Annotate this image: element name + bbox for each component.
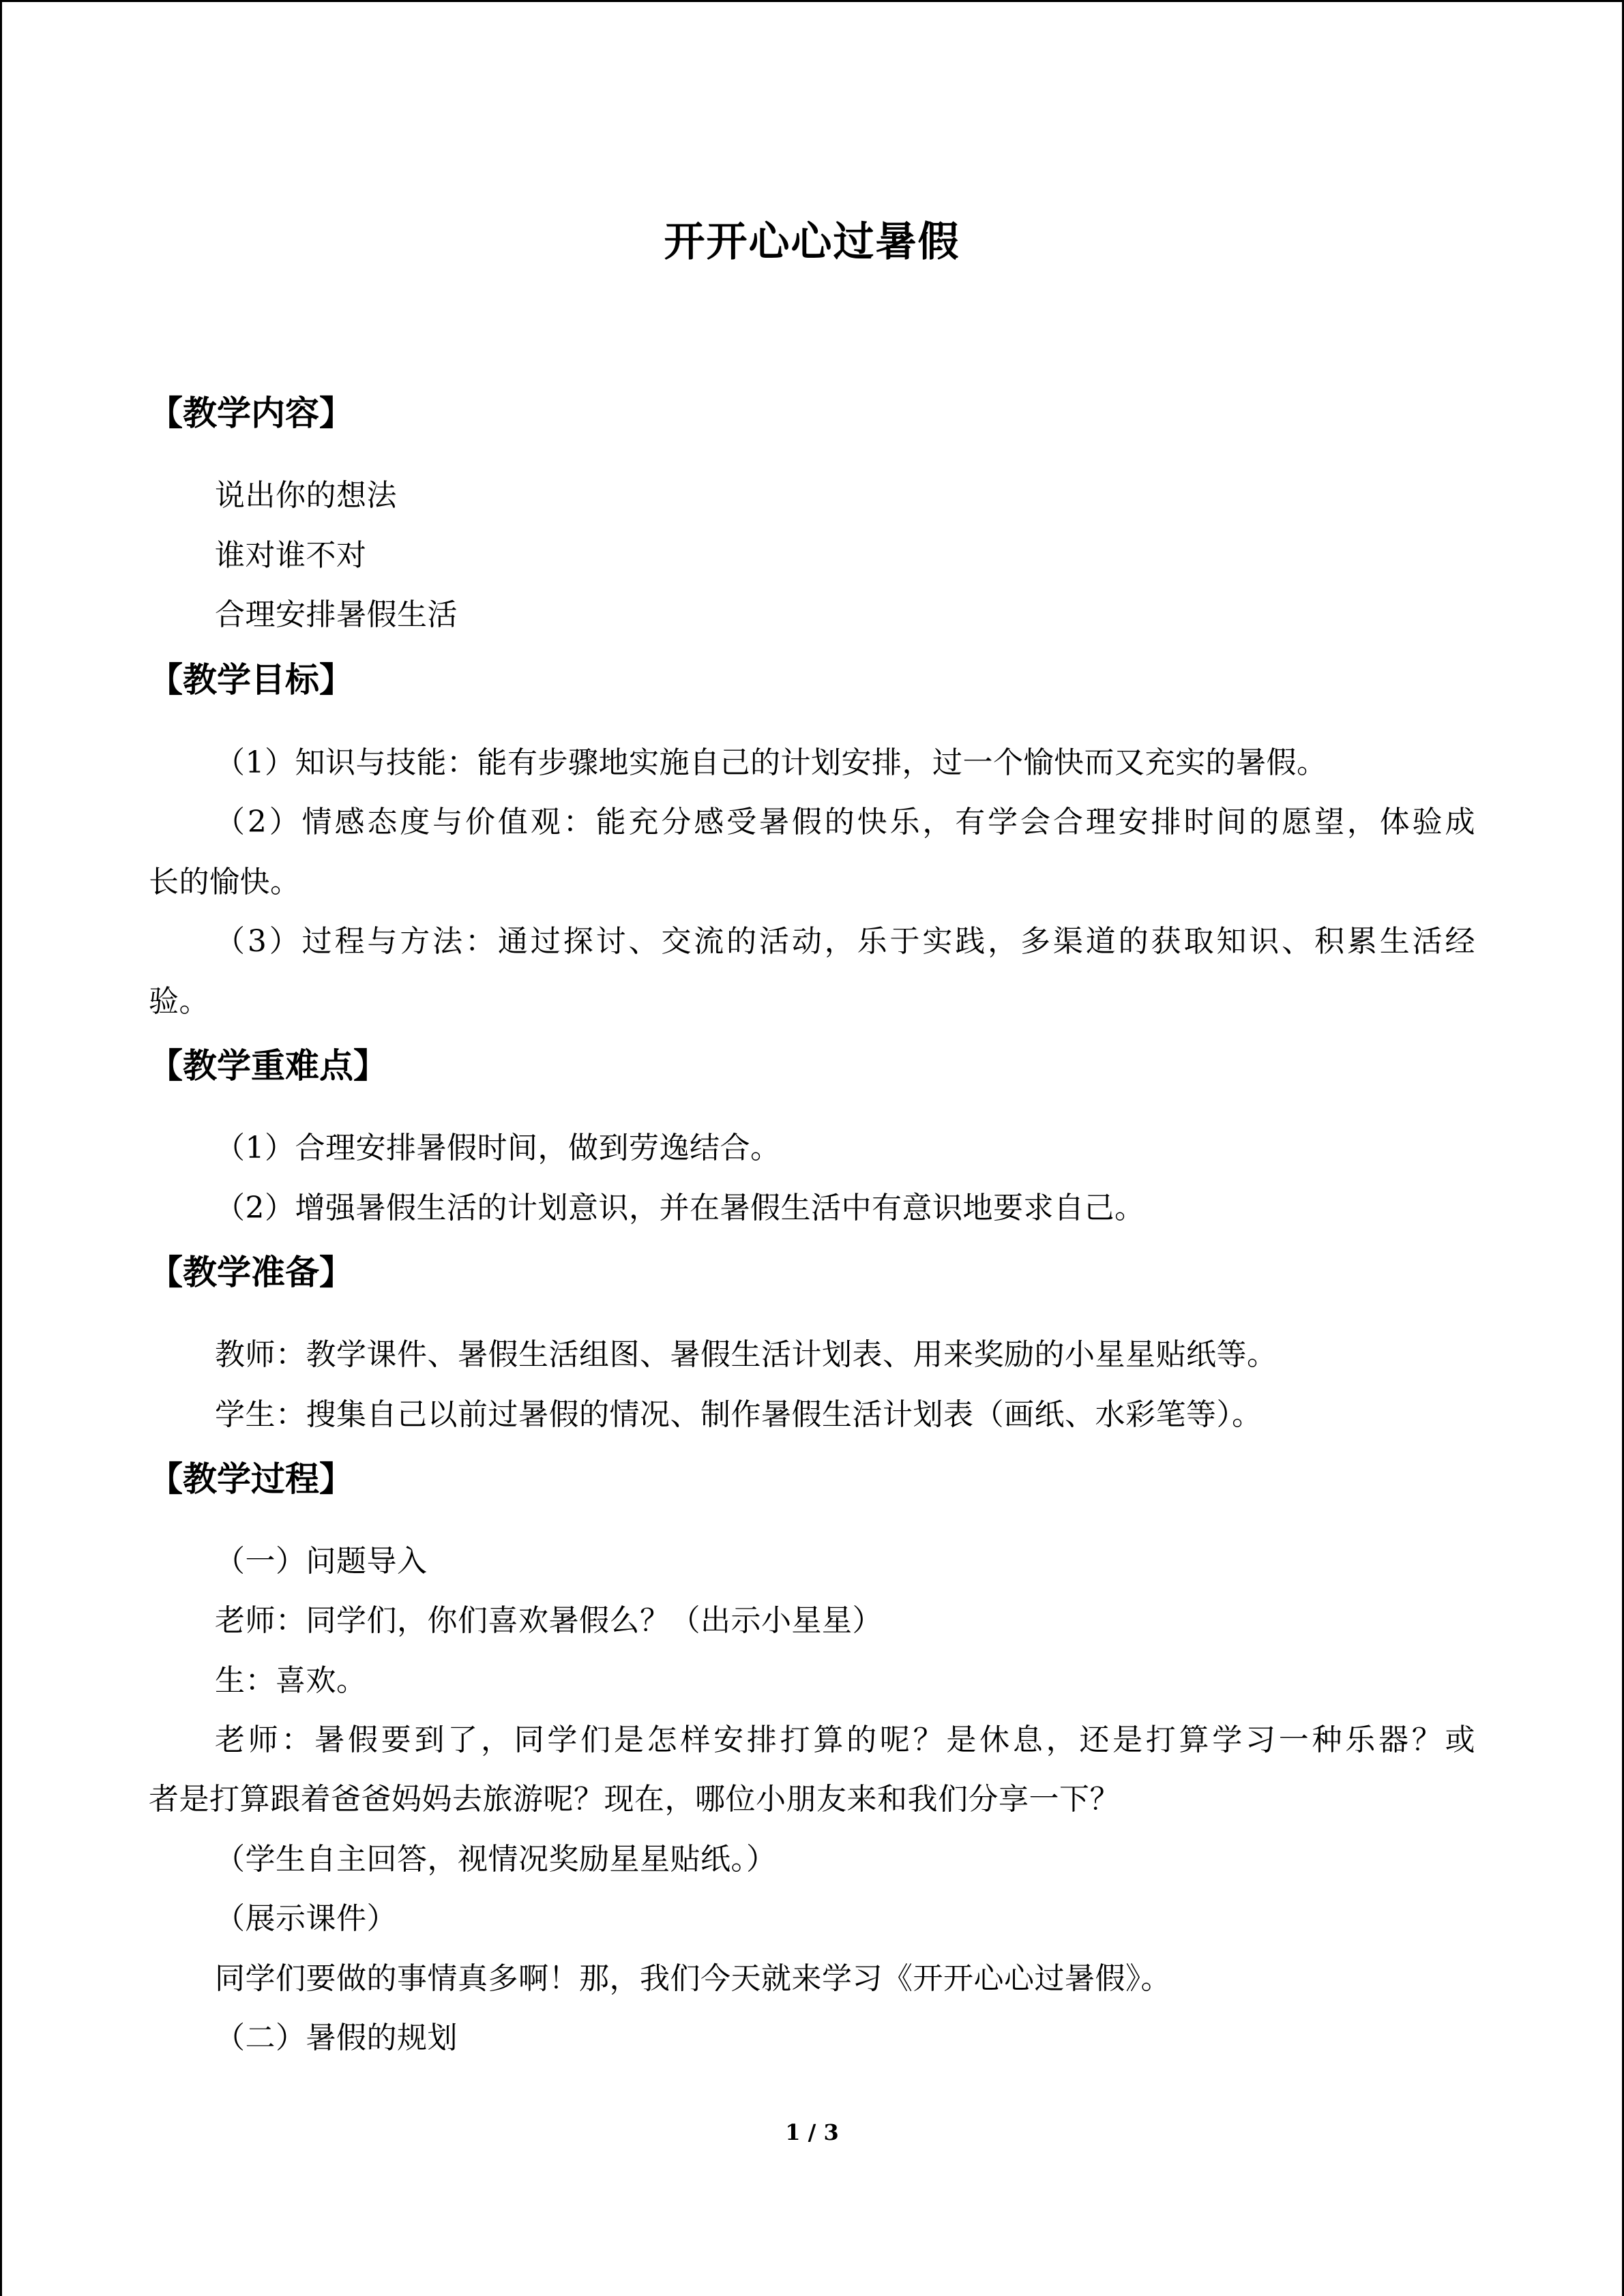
- section-heading-process: 【教学过程】: [149, 1459, 353, 1499]
- section-heading-goals: 【教学目标】: [149, 660, 353, 700]
- goal-paragraph-3-line-2: 验。: [149, 984, 209, 1019]
- key-point-1: （1）合理安排暑假时间，做到劳逸结合。: [215, 1131, 781, 1165]
- process-line: （学生自主回答，视情况奖励星星贴纸。）: [215, 1842, 777, 1877]
- process-line: 者是打算跟着爸爸妈妈去旅游呢？现在，哪位小朋友来和我们分享一下？: [149, 1782, 1120, 1817]
- goal-paragraph-2-line-1: （2）情感态度与价值观：能充分感受暑假的快乐，有学会合理安排时间的愿望，体验成: [215, 805, 1475, 839]
- key-point-2: （2）增强暑假生活的计划意识，并在暑假生活中有意识地要求自己。: [215, 1191, 1145, 1225]
- content-item: 谁对谁不对: [215, 538, 367, 573]
- content-item: 说出你的想法: [215, 478, 397, 513]
- process-line: 老师：同学们，你们喜欢暑假么？（出示小星星）: [215, 1603, 883, 1638]
- process-subheading-2: （二）暑假的规划: [215, 2021, 458, 2055]
- goal-paragraph-1: （1）知识与技能：能有步骤地实施自己的计划安排，过一个愉快而又充实的暑假。: [215, 745, 1327, 780]
- process-line: 老师：暑假要到了，同学们是怎样安排打算的呢？是休息，还是打算学习一种乐器？或: [215, 1723, 1475, 1757]
- section-heading-key-points: 【教学重难点】: [149, 1046, 387, 1086]
- preparation-student: 学生：搜集自己以前过暑假的情况、制作暑假生活计划表（画纸、水彩笔等）。: [215, 1397, 1263, 1432]
- document-title: 开开心心过暑假: [664, 218, 960, 266]
- goal-paragraph-3-line-1: （3）过程与方法：通过探讨、交流的活动，乐于实践，多渠道的获取知识、积累生活经: [215, 924, 1475, 959]
- section-heading-preparation: 【教学准备】: [149, 1253, 353, 1292]
- content-item: 合理安排暑假生活: [215, 597, 458, 632]
- preparation-teacher: 教师：教学课件、暑假生活组图、暑假生活计划表、用来奖励的小星星贴纸等。: [215, 1337, 1278, 1372]
- process-line: （展示课件）: [215, 1901, 397, 1936]
- section-heading-content: 【教学内容】: [149, 393, 353, 433]
- process-subheading-1: （一）问题导入: [215, 1544, 428, 1579]
- page-number: 1 / 3: [785, 2119, 839, 2145]
- process-line: 同学们要做的事情真多啊！那，我们今天就来学习《开开心心过暑假》。: [215, 1961, 1171, 1996]
- process-line: 生：喜欢。: [215, 1663, 367, 1698]
- goal-paragraph-2-line-2: 长的愉快。: [149, 865, 301, 899]
